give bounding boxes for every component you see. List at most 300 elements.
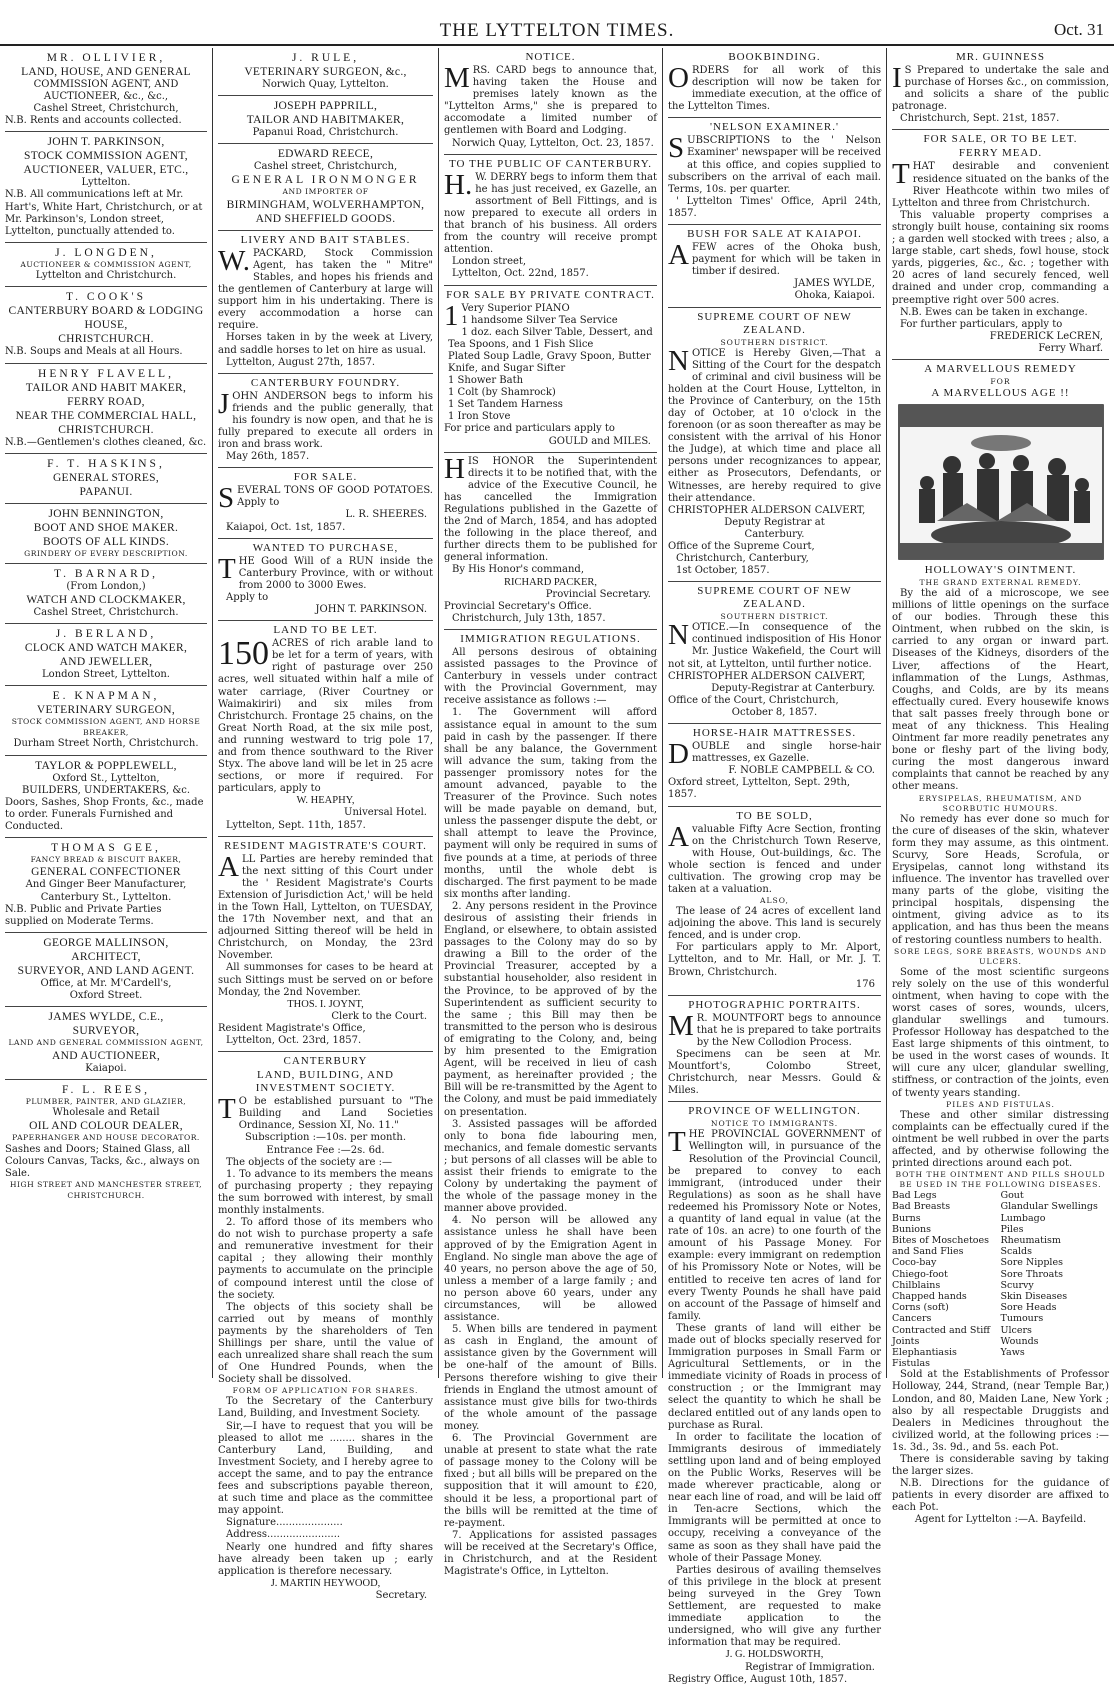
- business-name: T. COOK'S: [66, 291, 146, 304]
- ad-heading: RESIDENT MAGISTRATE'S COURT.: [224, 839, 427, 852]
- business-name: JOHN BENNINGTON,: [48, 507, 164, 520]
- disease-list: [892, 1190, 1109, 1369]
- disease-item: Scurvy: [1000, 1279, 1034, 1291]
- list-item: 1 Set Tandem Harness: [448, 399, 563, 411]
- list-item: 1 Iron Stove: [448, 411, 511, 423]
- disease-item: Elephantiasis: [892, 1346, 957, 1358]
- ad-signature: CHRISTOPHER ALDERSON CALVERT,: [668, 504, 866, 516]
- disease-item: Yaws: [1000, 1346, 1025, 1358]
- business-line: Wholesale and Retail: [52, 1107, 160, 1119]
- ad-text: Address.......................: [226, 1529, 341, 1541]
- disease-item: Bites of Moschetoes and Sand Flies: [892, 1234, 990, 1258]
- business-name: MR. OLLIVIER,: [46, 52, 166, 64]
- business-note: N.B.—Gentlemen's clothes cleaned, &c.: [5, 436, 207, 448]
- business-line: LAND AND GENERAL COMMISSION AGENT,: [8, 1038, 204, 1048]
- business-line: Durham Street North, Christchurch.: [13, 738, 199, 750]
- business-line: HOUSE,: [84, 319, 128, 332]
- business-line: And Ginger Beer Manufacturer,: [25, 879, 187, 891]
- column-1: [0, 48, 212, 1378]
- drop-cap: 150: [218, 635, 269, 673]
- ad-heading: NOTICE.: [525, 51, 576, 63]
- drop-cap: A: [218, 850, 239, 883]
- disease-item: Tumours: [1000, 1313, 1044, 1325]
- ad-text: W. DERRY begs to inform them that he has just received, ex Gazelle, an assortment of Bell Fittings, and is now prepared to execute all orders in that branch of his business. All orders from the country will receive prompt attention.: [444, 171, 657, 256]
- drop-cap: W.: [218, 244, 250, 277]
- business-name: J. BERLAND,: [55, 628, 157, 641]
- business-line: FANCY BREAD & BISCUIT BAKER,: [30, 854, 182, 864]
- business-card: [5, 364, 207, 454]
- ad-text: RDERS for all work of this description will now be taken for immediate execution, at the office of the Lyttelton Times.: [668, 65, 881, 113]
- ad-guinness: [892, 48, 1109, 130]
- ad-heading: LAND, BUILDING, AND INVESTMENT SOCIETY.: [255, 1069, 396, 1095]
- list-item: Plated Soup Ladle, Gravy Spoon, Butter Knife, and Sugar Sifter: [448, 350, 651, 374]
- ad-text: By the aid of a microscope, we see millions of little openings on the surface of our bodies. Through these this Ointment, when rubbed on the skin, is carried to any organ or inward part. Diseases of the Kidneys, disorders of the Liver, affections of the Heart, inflammation of the Lungs, Asthmas, Coughs, and Colds, are by its means effectually cured. Every housewife knows that salt passes freely through bone or meat of any thickness. This Healing Ointment far more readily penetrates any bone or fleshy part of the living body, curing the most dangerous inward complaints that cannot be reached by any other means.: [892, 587, 1109, 793]
- list-item: Very Superior PIANO: [461, 302, 570, 314]
- business-line: AND JEWELLER,: [59, 656, 153, 669]
- drop-cap: M: [444, 62, 470, 94]
- ad-text: OHN ANDERSON begs to inform his friends and the public generally, that his foundry is now open, and that he is fully prepared to execute all orders in iron and brass work.: [218, 390, 433, 451]
- ad-text: O be established pursuant to "The Building and Land Societies Ordinance, Session XI, No. 11.": [238, 1096, 433, 1132]
- ad-text: OTICE.—In consequence of the continued indisposition of His Honor Mr. Justice Wakefield, the Court will not sit, at Lyttelton, until further notice.: [668, 622, 881, 670]
- ad-text: IS HONOR the Superintendent directs it to be notified that, with the advice of the Executive Council, he has cancelled the Immigration Regulations published in the Gazette of the 2nd of March, 1854, and has adopted the following in the place thereof, and further directs them to be published for general information.: [444, 455, 657, 564]
- ad-address: Norwich Quay, Lyttelton.: [262, 79, 389, 90]
- ad-text: HAT desirable and convenient residence situated on the banks of the River Heathcote within two miles of Lyttelton and three from Christchurch.: [892, 161, 1109, 209]
- business-line: CHRISTCHURCH.: [58, 423, 154, 436]
- drop-cap: S: [668, 132, 685, 165]
- disease-item: Fistulas: [892, 1358, 931, 1370]
- disease-item: Scalds: [1000, 1246, 1032, 1258]
- ad-number: 176: [855, 978, 875, 990]
- ad-reece: [218, 144, 433, 231]
- ad-text: OUBLE and single horse-hair mattresses, ex Gazelle.: [691, 741, 881, 765]
- ad-address: Cashel street, Christchurch,: [253, 161, 398, 173]
- ad-signature: W. HEAPHY,: [296, 795, 355, 807]
- business-line: GRINDERY OF EVERY DESCRIPTION.: [24, 548, 188, 558]
- business-footer: HIGH STREET AND MANCHESTER STREET, CHRISTCHURCH.: [9, 1180, 203, 1200]
- ad-office: Resident Magistrate's Office,: [218, 1022, 366, 1034]
- disease-item: Ulcers: [1000, 1324, 1032, 1336]
- ad-text: RS. CARD begs to announce that, having taken the House and premises lately known as the "Lyttelton Arms," she is prepared to accomodate a limited number of gentlemen with Board and Lodging.: [444, 65, 657, 137]
- ad-date: Registry Office, August 10th, 1857.: [668, 1673, 848, 1685]
- business-line: BOOT AND SHOE MAKER.: [33, 521, 179, 534]
- regulation-list: [444, 707, 657, 1578]
- list-item: 1 Shower Bath: [448, 375, 524, 387]
- ad-line: BIRMINGHAM, WOLVERHAMPTON,: [226, 198, 425, 211]
- business-line: GENERAL STORES,: [52, 471, 160, 484]
- business-line: Lyttelton and Christchurch.: [35, 270, 177, 282]
- ad-date: 1st October, 1857.: [676, 565, 770, 577]
- disease-list-right: [1001, 1190, 1110, 1369]
- ad-subheading: BOTH THE OINTMENT AND PILLS SHOULD BE USED IN THE FOLLOWING DISEASES.: [895, 1170, 1106, 1190]
- ad-name: EDWARD REECE,: [277, 148, 374, 161]
- business-line: STOCK COMMISSION AGENT,: [24, 150, 188, 163]
- ad-signature-line: Deputy Registrar at: [724, 516, 825, 528]
- regulation-item: 3. Assisted passages will be afforded only to bona fide labouring men, mechanics, and female domestic servants ; but persons of all classes will be able to assist their friends to emigrate to the Colony by undertaking the payment of the whole of the passage money in the manner above provided.: [444, 1118, 657, 1215]
- ad-text: S Prepared to undertake the sale and purchase of Horses &c., on commission, and solicits a share of the public patronage.: [892, 65, 1109, 113]
- ad-text: Signature.....................: [226, 1517, 343, 1529]
- ad-text: N.B. Directions for the guidance of patients in every disorder are affixed to each Pot.: [892, 1478, 1109, 1514]
- ad-subheading: NOTICE TO IMMIGRANTS.: [710, 1119, 839, 1129]
- business-line: Lyttelton.: [81, 177, 131, 189]
- ad-text: No remedy has ever done so much for the cure of diseases of the skin, whatever form they may assume, as this ointment. Scurvy, Sore Heads, Scrofula, or Erysipelas, cannot long withstand its influence. The inventor has travelled over many parts of the globe, visiting the principal hospitals, dispensing the ointment, giving advice as to its application, and has thus been the means of restoring countless numbers to health.: [892, 813, 1109, 946]
- business-card: [5, 1007, 207, 1080]
- regulation-item: 6. The Provincial Government are unable at present to state what the rate of passage money to the Colony will be fixed ; but all bills will be prepared on the supposition that it will amount to £20, should it be less, a proportional part of the bills will be remitted at the time of re-payment.: [444, 1433, 657, 1529]
- ad-date: May 26th, 1857.: [226, 451, 310, 463]
- ad-signature: J. G. HOLDSWORTH,: [725, 1649, 824, 1661]
- business-name: JOHN T. PARKINSON,: [47, 136, 165, 149]
- masthead: [0, 0, 1114, 46]
- newspaper-title: THE LYTTELTON TIMES.: [439, 20, 675, 41]
- business-card: [5, 564, 207, 624]
- business-line: STOCK COMMISSION AGENT, AND HORSE BREAKER,: [11, 717, 201, 737]
- ad-heading: BOOKBINDING.: [728, 51, 821, 63]
- ad-magistrates-court: [218, 837, 433, 1053]
- disease-list-left: [892, 1190, 1001, 1369]
- business-line: GENERAL CONFECTIONER: [31, 866, 181, 879]
- ad-ferry-mead: [892, 130, 1109, 360]
- disease-item: Corns (soft): [892, 1302, 949, 1314]
- ad-subheading: ALSO,: [760, 896, 789, 906]
- ad-date: Lyttelton, Sept. 11th, 1857.: [226, 819, 366, 831]
- business-line: NEAR THE COMMERCIAL HALL,: [15, 409, 197, 422]
- ad-text: The objects of this society shall be carried out by means of monthly payments by the shareholders of Ten Shillings per share, until the value of each unrealized share shall reach the sum of One Hundred Pounds, when the Society shall be dissolved.: [218, 1301, 433, 1386]
- business-line: CLOCK AND WATCH MAKER,: [24, 642, 188, 655]
- disease-item: Lumbago: [1000, 1212, 1046, 1224]
- ad-text: The objects of the society are :—: [226, 1156, 392, 1168]
- business-note: N.B. Public and Private Parties supplied on Moderate Terms.: [5, 903, 162, 927]
- drop-cap: D: [668, 738, 689, 771]
- ad-heading: FOR SALE.: [293, 471, 358, 484]
- ad-text: valuable Fifty Acre Section, fronting on the Christchurch Town Reserve, with House, Out-buildings, &c. The whole section is fenced and under cultivation. The growing crop may be taken at a valuation.: [668, 823, 881, 895]
- ad-potatoes: [218, 468, 433, 538]
- ad-text: LL Parties are hereby reminded that the next sitting of this Court under the ' Resident Magistrate's Courts Extension of Jurisdiction Act,' will be held in the Town Hall, Lyttelton, on TUESDAY, the 17th November next, and that an adjourned Sitting thereof will be held in Christchurch, on Monday, the 23rd November.: [218, 853, 433, 962]
- ad-text: Sir,—I have to request that you will be pleased to allot me ........ shares in the Canterbury Land, Building, and Investment Society, and I hereby agree to accept the same, and to pay the entrance fees and subscriptions payable thereon, at such time and place as the committee may appoint.: [218, 1420, 433, 1517]
- drop-cap: A: [668, 239, 689, 272]
- ad-heading: CANTERBURY FOUNDRY.: [250, 376, 401, 389]
- ad-superintendent-notice: [444, 453, 657, 630]
- ad-bush-for-sale: [668, 225, 881, 307]
- ad-heading: LAND TO BE LET.: [273, 624, 378, 637]
- ad-name: J. RULE,: [291, 52, 360, 64]
- list-item: 1 doz. each Silver Table, Dessert, and Tea Spoons, and 1 Fish Slice: [448, 326, 653, 350]
- ad-heading: SUPREME COURT OF NEW ZEALAND.: [697, 310, 852, 336]
- ad-text: N.B. Ewes can be taken in exchange.: [900, 306, 1088, 318]
- ad-agent: Agent for Lyttelton :—A. Bayfeild.: [914, 1514, 1087, 1526]
- business-name: J. LONGDEN,: [55, 246, 157, 259]
- regulation-item: 7. Applications for assisted passages will be received at the Secretary's Office, in Christchurch, and at the Resident Magistrate's Office, in Lyttelton.: [444, 1529, 657, 1578]
- ad-signature: CHRISTOPHER ALDERSON CALVERT,: [668, 670, 866, 682]
- ad-heading: 'NELSON EXAMINER.': [710, 121, 839, 134]
- ad-date: Kaiapoi, Oct. 1st, 1857.: [226, 521, 346, 533]
- ad-text: Horses taken in by the week at Livery, and saddle horses to let on hire as usual.: [218, 332, 433, 356]
- ad-text: HE PROVINCIAL GOVERNMENT of Wellington will, in pursuance of the Resolution of the Provincial Council, be prepared to convey to each immigrant, (introduced under their Regulations) as soon as he shall have redeemed his Promissory Note or Notes, a quantity of land equal in value (at the rate of 10s. an acre) to one fourth of the amount of his Passage Money. For example: every immigrant on redemption of his Promissory Note or Notes, will be entitled to receive ten acres of land for every Twenty Pounds he shall have paid on account of the Passage of himself and family.: [668, 1129, 881, 1322]
- business-line: FERRY ROAD,: [67, 395, 145, 408]
- ad-wanted-run: [218, 539, 433, 621]
- ad-heading: SUPREME COURT OF NEW ZEALAND.: [697, 585, 852, 611]
- business-line: PLUMBER, PAINTER, AND GLAZIER,: [25, 1096, 187, 1106]
- ad-building-society: [218, 1052, 433, 1606]
- drop-cap: A: [668, 820, 689, 853]
- ad-text: EVERAL TONS OF GOOD POTATOES. Apply to: [237, 485, 433, 509]
- masthead-rule: [0, 44, 1114, 46]
- ad-signature-line: Ferry Wharf.: [1038, 342, 1103, 354]
- column-5: [886, 48, 1114, 1526]
- business-line: Cashel Street, Christchurch,: [33, 103, 179, 115]
- business-name: F. T. HASKINS,: [47, 457, 165, 470]
- ad-text: For particulars apply to Mr. Alport, Lyttelton, and to Mr. Hall, or Mr. J. T. Brown, Christchurch.: [668, 942, 881, 978]
- ad-text: This valuable property comprises a strongly built house, containing six rooms ; a garden well stocked with trees ; also, a large stable, cart sheds, fowl house, stock yards, piggeries, &c., &c. ; together with 20 acres of land securely fenced, well drained and under crop, commanding a preemptive right over 500 acres.: [892, 209, 1109, 306]
- business-card: [5, 686, 207, 755]
- ad-date: ' Lyttelton Times' Office, April 24th, 1857.: [668, 195, 881, 219]
- ad-subheading: ERYSIPELAS, RHEUMATISM, AND SCORBUTIC HUMOURS.: [918, 793, 1083, 813]
- disease-item: Piles: [1000, 1223, 1024, 1235]
- drop-cap: J: [218, 387, 230, 420]
- ad-heading: HOLLOWAY'S OINTMENT.: [924, 563, 1077, 576]
- ad-office: Christchurch, Canterbury,: [676, 553, 809, 565]
- business-card: [5, 838, 207, 933]
- regulation-item: 4. No person will be allowed any assistance unless he shall have been approved of by the Emigration Agent in England. No single man above the age of 40 years, no person above the age of 50, unless a member of a large family ; and no person above 60 years, under any circumstances, will be allowed assistance.: [444, 1215, 657, 1324]
- ad-text: The lease of 24 acres of excellent land adjoining the above. This land is securely fenced, and is under crop.: [668, 906, 881, 942]
- business-line: Oxford Street.: [69, 989, 143, 1001]
- ad-text: All persons desirous of obtaining assisted passages to the Province of Canterbury in vessels under contract with the Provincial Government, may receive assistance as follows :—: [444, 646, 657, 707]
- ad-signature: GOULD and MILES.: [548, 435, 651, 447]
- ad-date: October 8, 1857.: [731, 706, 818, 718]
- holloway-engraving-illustration: [897, 403, 1105, 561]
- ad-subheading: SORE LEGS, SORE BREASTS, WOUNDS AND ULCERS.: [894, 946, 1107, 966]
- drop-cap: T: [668, 1126, 686, 1159]
- ad-signature: FREDERICK LeCREN,: [989, 330, 1103, 342]
- ad-province-wellington: [668, 1102, 881, 1689]
- business-line: SURVEYOR,: [72, 1025, 140, 1038]
- ad-subheading: SOUTHERN DISTRICT.: [720, 612, 829, 622]
- ad-heading: PHOTOGRAPHIC PORTRAITS.: [688, 998, 861, 1011]
- ad-line: Subscription :—10s. per month.: [244, 1132, 407, 1144]
- ad-signature: RICHARD PACKER,: [504, 576, 597, 588]
- ad-immigration-regulations: [444, 630, 657, 1582]
- ad-signature-line: Registrar of Immigration.: [745, 1661, 875, 1673]
- business-note: N.B. All communications left at Mr. Hart's, White Hart, Christchurch, or at Mr. Parkinson's, London street, Lyttelton, punctually attended to.: [5, 189, 203, 237]
- disease-item: Chilblains: [892, 1279, 941, 1291]
- disease-item: Rheumatism: [1000, 1234, 1061, 1246]
- business-line: VETERINARY SURGEON,: [36, 704, 176, 717]
- item-list: [444, 299, 657, 424]
- business-note: Sashes and Doors; Stained Glass, all Colours Canvas, Tacks, &c., always on Sale.: [5, 1143, 200, 1179]
- ad-text: 1. To advance to its members the means of purchasing property ; they repaying the sum borrowed with interest, by small monthly instalments.: [218, 1168, 433, 1216]
- business-name: HENRY FLAVELL,: [38, 367, 174, 380]
- ad-subheading: SOUTHERN DISTRICT.: [720, 337, 829, 347]
- ad-signature-line: Ohoka, Kaiapoi.: [794, 290, 875, 302]
- ad-trade: TAILOR AND HABITMAKER,: [246, 114, 405, 127]
- ad-text: ACRES of rich arable land to be let for a term of years, with right of pasturage over 250 acres, well situated within half a mile of water carriage, (River Courtney or Waimakiriri) and six miles from Christchurch. Frontage 25 chains, on the Great North Road, at the six mile post, and running westward to trig pole 17, and from thence southward to the River Styx. The above land will be let in 25 acre sections, or more if required. For particulars, apply to: [218, 638, 433, 795]
- ad-date: Lyttelton, Oct. 22nd, 1857.: [452, 268, 589, 280]
- business-note: Doors, Sashes, Shop Fronts, &c., made to order. Funerals Furnished and Conducted.: [5, 796, 204, 832]
- business-card: [5, 243, 207, 288]
- ad-line: AND SHEFFIELD GOODS.: [255, 212, 396, 225]
- ad-nelson-examiner: [668, 118, 881, 225]
- business-line: Canterbury St., Lyttelton.: [40, 891, 172, 903]
- ad-card-notice: [444, 48, 657, 155]
- ad-signature: J. MARTIN HEYWOOD,: [270, 1577, 381, 1589]
- ad-signature-line: Deputy-Registrar at Canterbury.: [711, 682, 875, 694]
- business-card: [5, 624, 207, 686]
- business-card: [5, 933, 207, 1007]
- disease-item: Bad Breasts: [892, 1201, 951, 1213]
- disease-item: Sore Nipples: [1000, 1257, 1063, 1269]
- ad-text: FEW acres of the Ohoka bush, payment for which will be taken in timber if desired.: [691, 242, 881, 278]
- business-line: BUILDERS, UNDERTAKERS, &c.: [21, 784, 191, 796]
- disease-item: Glandular Swellings: [1000, 1201, 1098, 1213]
- business-line: AUCTIONEER & COMMISSION AGENT,: [20, 259, 192, 269]
- ad-line: Entrance Fee :—2s. 6d.: [266, 1144, 385, 1156]
- drop-cap: T: [892, 158, 910, 191]
- column-2: [212, 48, 438, 1601]
- ad-text: These and other similar distressing complaints can be effectually cured if the ointment be well rubbed in over the parts affected, and by otherwise following the printed directions around each pot.: [892, 1109, 1109, 1169]
- ad-heading: BUSH FOR SALE AT KAIAPOI.: [687, 228, 862, 241]
- ad-signature-line: Secretary.: [375, 1589, 427, 1601]
- business-card: [5, 1080, 207, 1205]
- ad-papprill: [218, 96, 433, 144]
- disease-item: Gout: [1000, 1190, 1024, 1202]
- ad-date: Lyttelton, Oct. 23rd, 1857.: [226, 1035, 362, 1047]
- ad-trade: VETERINARY SURGEON, &c.,: [244, 66, 407, 78]
- disease-item: Chiego-foot: [892, 1268, 948, 1280]
- drop-cap: 1: [444, 299, 459, 332]
- drop-cap: O: [668, 62, 689, 94]
- ad-heading: PROVINCE OF WELLINGTON.: [688, 1105, 861, 1118]
- ad-office: Provincial Secretary's Office.: [444, 600, 592, 612]
- ad-heading: FOR SALE BY PRIVATE CONTRACT.: [446, 288, 655, 301]
- business-card: [5, 132, 207, 242]
- ad-text: There is considerable saving by taking the larger sizes.: [892, 1454, 1109, 1478]
- ad-trade: GENERAL IRONMONGER: [231, 174, 420, 187]
- ad-rule: [218, 48, 433, 96]
- ad-signature: JOHN T. PARKINSON.: [315, 604, 427, 616]
- business-card: [5, 504, 207, 565]
- business-line: OIL AND COLOUR DEALER,: [29, 1120, 183, 1133]
- business-line: Office, at Mr. M'Cardell's,: [40, 977, 172, 989]
- ad-heading: TO BE SOLD,: [736, 809, 813, 822]
- ad-date: Oxford street, Lyttelton, Sept. 29th, 1857.: [668, 777, 851, 801]
- column-3: [438, 48, 662, 1578]
- disease-item: Bad Legs: [892, 1190, 937, 1202]
- disease-item: Contracted and Stiff Joints: [892, 1324, 990, 1347]
- ad-date: Christchurch, July 13th, 1857.: [452, 612, 606, 624]
- ad-text: R. MOUNTFORT begs to announce that he is prepared to take portraits by the New Collodion Process.: [696, 1012, 881, 1048]
- ad-signature: THOS. I. JOYNT,: [287, 998, 364, 1010]
- ad-text: For further particulars, apply to: [900, 318, 1063, 330]
- ad-canterbury-foundry: [218, 374, 433, 469]
- column-4: [662, 48, 886, 1685]
- ad-name: JOSEPH PAPPRILL,: [273, 100, 378, 113]
- business-line: PAPANUI.: [79, 485, 133, 498]
- ad-subheading: THE GRAND EXTERNAL REMEDY.: [919, 577, 1082, 587]
- ad-heading: FOR SALE, OR TO BE LET.: [923, 133, 1078, 146]
- disease-item: Sore Throats: [1000, 1268, 1063, 1280]
- ad-text: These grants of land will either be made out of blocks specially reserved for Immigration purposes in Small Farm or Agricultural Settlements, or in the immediate vicinity of Roads in process of construction ; or the Immigrant may select the quantity to which he shall be declared entitled out of any lands open to purchase as Rural.: [668, 1322, 881, 1431]
- ad-text: 2. To afford those of its members who do not wish to purchase property a safe and remunerative investment for their capital ; they allowing their monthly payments to accumulate on the principle of compound interest until the close of the society.: [218, 1217, 433, 1301]
- ad-heading: LIVERY AND BAIT STABLES.: [240, 233, 411, 246]
- business-line: AUCTIONEER, VALUER, ETC.,: [23, 164, 189, 177]
- ad-text: For price and particulars apply to: [444, 423, 615, 435]
- ad-heading: IMMIGRATION REGULATIONS.: [460, 632, 641, 645]
- disease-item: Wounds: [1000, 1335, 1039, 1347]
- disease-item: Burns: [892, 1212, 921, 1224]
- ad-text: In order to facilitate the location of Immigrants desirous of immediately settling upon land and of being employed on the Public Works, Reserves will be made wherever practicable, along or near each line of road, and will be laid off in Ten-acre Sections, which the Immigrants will be permitted at once to occupy, receiving a conveyance of the same as soon as they shall have paid the whole of their Passage Money.: [668, 1431, 881, 1564]
- ad-banner: A MARVELLOUS REMEDY: [924, 362, 1077, 375]
- business-line: WATCH AND CLOCKMAKER,: [26, 594, 186, 607]
- ad-text: UBSCRIPTIONS to the ' Nelson Examiner' newspaper will be received at this office, and copies supplied to subscribers on the arrival of each mail. Terms, 10s. per quarter.: [668, 135, 881, 195]
- business-line: Oxford St., Lyttelton,: [52, 772, 160, 784]
- drop-cap: N: [668, 619, 689, 652]
- disease-item: Coco-bay: [892, 1257, 937, 1269]
- ad-text: HE Good Will of a RUN inside the Canterbury Province, with or without from 2000 to 3000 Ewes.: [238, 555, 433, 591]
- business-line: ARCHITECT,: [71, 950, 141, 963]
- ad-bookbinding: [668, 48, 881, 118]
- ad-text: Apply to: [226, 591, 269, 603]
- business-line: LAND, HOUSE, AND GENERAL: [21, 66, 191, 78]
- ad-text: Parties desirous of availing themselves of this privilege in the block at present being surveyed in the Grey Town Settlement, are requested to make immediate application to the undersigned, who will give any further information that may be required.: [668, 1564, 881, 1649]
- business-note: N.B. Rents and accounts collected.: [5, 115, 182, 127]
- business-card: [5, 756, 207, 838]
- ad-heading: WANTED TO PURCHASE,: [252, 541, 399, 554]
- ad-subheading: PILES AND FISTULAS.: [946, 1099, 1055, 1109]
- ad-office: Office of the Supreme Court,: [668, 541, 815, 552]
- regulation-item: 2. Any persons resident in the Province desirous of assisting their friends in England, or elsewhere, to obtain assisted passages to the Colony may do so by drawing a Bill to the order of the Provincial Treasurer, accepted by a substantial householder, also resident in the Province, to be approved of by the Superintendent as sufficient security to the same ; this Bill may then be transmitted to the person who is desirous of emigrating to the Colony, and, being by him presented to the Emigration Agent, will be received in lieu of cash payment, as hereinafter provided ; the Bill will be re-transmitted by the Agent to the Colony, and must be paid immediately on presentation.: [444, 900, 657, 1118]
- ad-heading: CANTERBURY: [283, 1055, 368, 1068]
- ad-text: PACKARD, Stock Commission Agent, has taken the " Mitre" Stables, and hopes his friends and the gentlemen of Canterbury at large will support him in his undertaking. There is every accommodation a horse can require.: [218, 247, 433, 332]
- business-card: [5, 48, 207, 132]
- page-columns: [0, 48, 1114, 1685]
- drop-cap: H: [444, 452, 465, 485]
- ad-text: Nearly one hundred and fifty shares have already been taken up ; early application is therefore necessary.: [218, 1541, 433, 1577]
- ad-line: AND IMPORTER OF: [282, 187, 369, 197]
- ad-text: Sold at the Establishments of Professor Holloway, 244, Strand, (near Temple Bar,) London, and 80, Maiden Lane, New York ; also by all respectable Druggists and Dealers in Medicines throughout the civilized world, at the following prices :— 1s. 3d., 3s. 9d., and 5s. each Pot.: [892, 1369, 1109, 1453]
- business-name: TAYLOR & POPPLEWELL,: [35, 759, 177, 772]
- business-name: JAMES WYLDE, C.E.,: [48, 1011, 164, 1024]
- ad-text: OTICE is Hereby Given,—That a Sitting of the Court for the despatch of criminal and civil business will be holden at the Court House, Lyttelton, in the Province of Canterbury, on the 15th day of October, at 10 o'clock in the forenoon (or as soon thereafter as may be consistent with the arrival of his Honor the Judge), at which time and place all persons under recognizances to appear, either as Prosecutors, Defendants, or Witnesses, are hereby required to give their attendance.: [668, 347, 881, 504]
- disease-item: Sore Heads: [1000, 1302, 1057, 1314]
- ad-supreme-court-sitting: [668, 308, 881, 583]
- business-line: TAILOR AND HABIT MAKER,: [25, 381, 187, 394]
- ad-livery-stables: [218, 231, 433, 374]
- business-name: E. KNAPMAN,: [52, 690, 160, 703]
- ad-signature-line: Canterbury.: [744, 528, 805, 540]
- business-note: N.B. Soups and Meals at all Hours.: [5, 346, 183, 358]
- ad-heading: TO THE PUBLIC OF CANTERBURY.: [448, 157, 653, 170]
- drop-cap: N: [668, 344, 689, 377]
- business-line: AND AUCTIONEER,: [52, 1049, 160, 1062]
- ad-signature: L. R. SHEERES.: [345, 509, 427, 521]
- ad-private-contract: [444, 286, 657, 453]
- disease-item: Cancers: [892, 1313, 932, 1325]
- ad-text: Specimens can be seen at Mr. Mountfort's, Colombo Street, Christchurch, near Messrs. Gould & Miles.: [668, 1049, 881, 1097]
- ad-address: Papanui Road, Christchurch.: [252, 127, 399, 139]
- disease-item: Bunions: [892, 1223, 931, 1235]
- issue-date: Oct. 31: [1053, 20, 1104, 39]
- business-card: [5, 287, 207, 363]
- ad-text: Some of the most scientific surgeons rely solely on the use of this wonderful ointment, when having to cope with the worst cases of sores, wounds, ulcers, glandular swellings and tumours. Professor Holloway has despatched to the East large shipments of this ointment, to be used in the worst cases of wounds. It will cure any ulcer, glandular swelling, stiffness, or contraction of the joints, even of twenty years standing.: [892, 966, 1109, 1099]
- drop-cap: H.: [444, 168, 473, 201]
- ad-land-to-let: [218, 621, 433, 837]
- ad-mattresses: [668, 724, 881, 806]
- business-line: Kaiapoi.: [85, 1062, 127, 1074]
- drop-cap: I: [892, 62, 902, 94]
- business-line: London Street, Lyttelton.: [42, 669, 170, 681]
- drop-cap: T: [218, 1093, 236, 1126]
- business-name: THOMAS GEE,: [51, 841, 161, 854]
- business-name: T. BARNARD,: [53, 568, 159, 581]
- ad-holloways-ointment: [892, 360, 1109, 1531]
